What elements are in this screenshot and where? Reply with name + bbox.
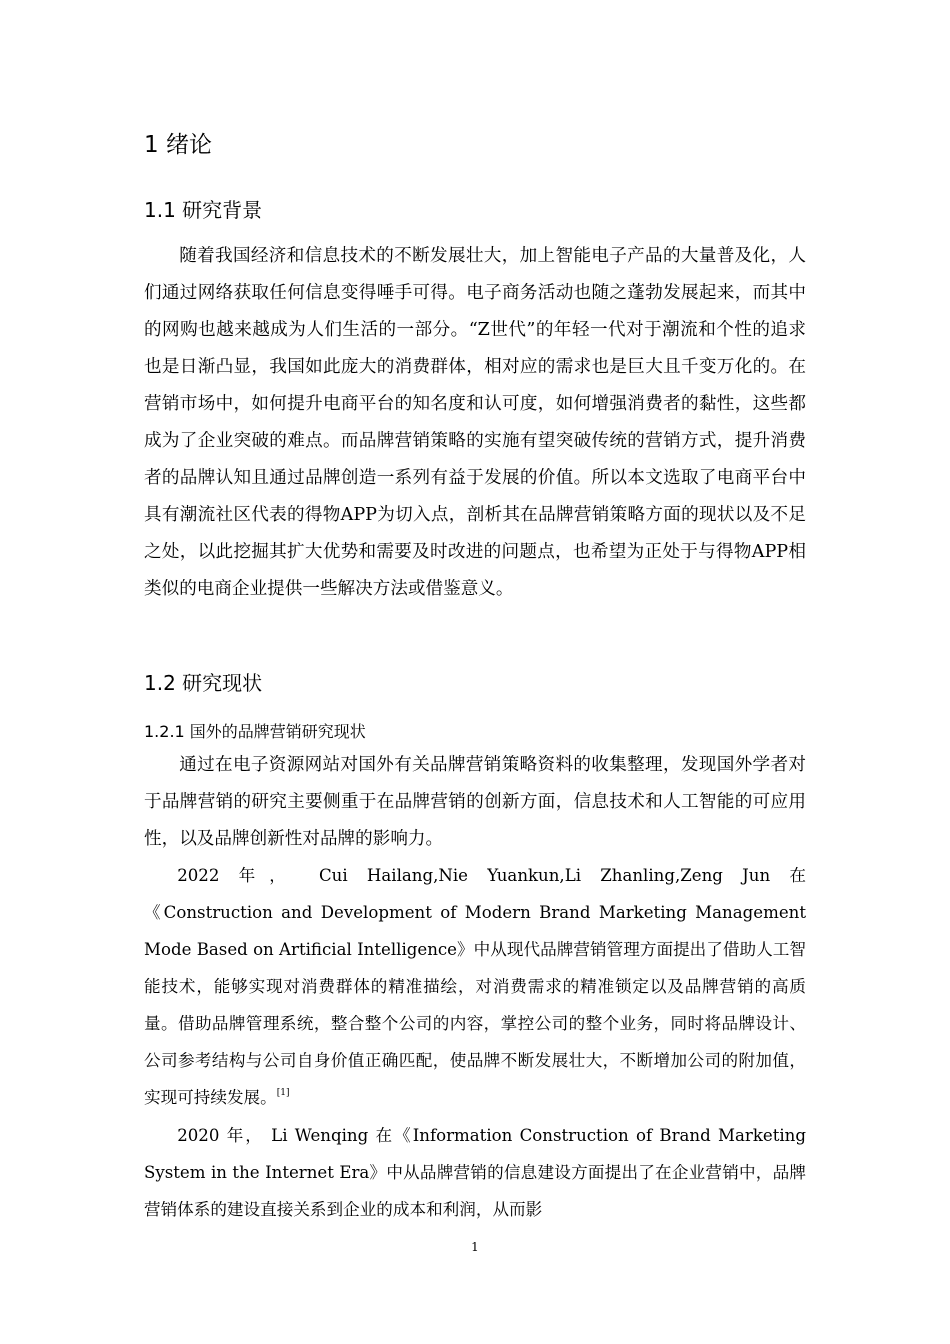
section-1-2-1-paragraph-3: 2020 年， Li Wenqing 在《Information Construction of Brand Marketing System in the Internet Era》中从品牌营销的信息建设方面提出了在企业营销中，品牌营销体系的建设直接关系到企业的成本和利润，从而影 — [144, 1126, 806, 1219]
section-1-2-1-paragraph-2 — [144, 857, 806, 1116]
section-1-2-title: 1.2 研究现状 — [144, 671, 263, 695]
section-1-1-title: 1.1 研究背景 — [144, 198, 263, 222]
page-number: 1 — [471, 1240, 479, 1254]
section-1-2-1-paragraph-1: 通过在电子资源网站对国外有关品牌营销策略资料的收集整理，发现国外学者对于品牌营销的研究主要侧重于在品牌营销的创新方面，信息技术和人工智能的可应用性，以及品牌创新性对品牌的影响力。 — [144, 755, 806, 849]
section-1-1-paragraph: 随着我国经济和信息技术的不断发展壮大，加上智能电子产品的大量普及化，人们通过网络获取任何信息变得唾手可得。电子商务活动也随之蓬勃发展起来，而其中的网购也越来越成为人们生活的一部分。“Z世代”的年轻一代对于潮流和个性的追求也是日渐凸显，我国如此庞大的消费群体，相对应的需求也是巨大且千变万化的。在营销市场中，如何提升电商平台的知名度和认可度，如何增强消费者的黏性，这些都成为了企业突破的难点。而品牌营销策略的实施有望突破传统的营销方式，提升消费者的品牌认知且通过品牌创造一系列有益于发展的价值。所以本文选取了电商平台中具有潮流社区代表的得物APP为切入点，剖析其在品牌营销策略方面的现状以及不足之处，以此挖掘其扩大优势和需要及时改进的问题点，也希望为正处于与得物APP相类似的电商企业提供一些解决方法或借鉴意义。 — [144, 246, 806, 599]
chapter-title: 1 绪论 — [144, 132, 212, 158]
section-1-2-1-title: 1.2.1 国外的品牌营销研究现状 — [144, 722, 366, 741]
paragraph-2-text: 2022 年， Cui Hailang,Nie Yuankun,Li Zhanling,Zeng Jun 在《Construction and Development of Modern Brand Marketing Management Mode Based on Artificial Intelligence》中从现代品牌营销管理方面提出了借助人工智能技术，能够实现对消费群体的精准描绘，对消费需求的精准锁定以及品牌营销的高质量。借助品牌管理系统，整合整个公司的内容，掌控公司的整个业务，同时将品牌设计、公司参考结构与公司自身价值正确匹配，使品牌不断发展壮大，不断增加公司的附加值，实现可持续发展。 — [144, 866, 806, 1107]
citation-marker: [1] — [276, 1088, 290, 1098]
